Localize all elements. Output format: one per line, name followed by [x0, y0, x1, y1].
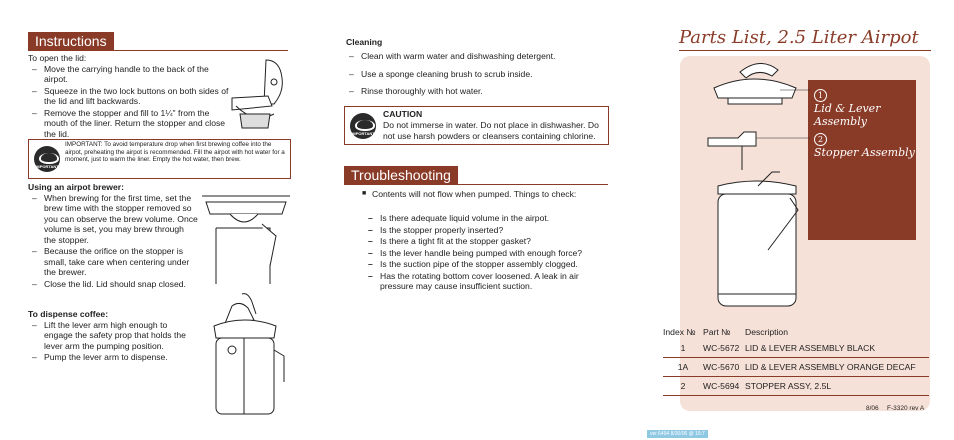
cleaning-step: – Clean with warm water and dishwashing detergent.	[349, 51, 609, 62]
brewer-step: – Close the lid. Lid should snap closed.	[32, 279, 198, 290]
parts-table	[663, 325, 929, 396]
airpot-open-lid-illustration	[226, 54, 292, 132]
footer-code: F-3320 rev A	[887, 405, 925, 412]
instructions-rule	[28, 50, 288, 51]
caution-text: Do not immerse in water. Do not place in dishwasher. Do not use harsh powders or cleansers containing chlorine.	[383, 120, 599, 141]
callout-number: 1	[814, 89, 827, 102]
caution-box	[344, 106, 609, 145]
caution-icon: IMPORTANT	[350, 113, 376, 139]
cleaning-title: Cleaning	[346, 37, 383, 47]
troubleshooting-header: Troubleshooting	[344, 166, 458, 184]
cleaning-step: – Use a sponge cleaning brush to scrub inside.	[349, 69, 609, 80]
row-index: 1	[663, 339, 703, 358]
col-description: Description	[745, 327, 788, 337]
trouble-item: – Is there adequate liquid volume in the airpot.	[368, 213, 604, 224]
open-lid-steps	[32, 64, 233, 140]
parts-list-title: Parts List, 2.5 Liter Airpot	[679, 27, 919, 48]
row-part: WC-5672	[703, 339, 745, 358]
cleaning-section	[349, 51, 609, 98]
row-desc: STOPPER ASSY, 2.5L	[745, 377, 929, 396]
brewer-title: Using an airpot brewer:	[28, 182, 124, 192]
table-row	[663, 339, 929, 358]
table-row	[663, 377, 929, 396]
trouble-item: – Is the stopper properly inserted?	[368, 225, 604, 236]
dispense-step: – Lift the lever arm high enough to engage the safety prop that holds the lever arm the pumping position.	[32, 320, 194, 352]
callout-card	[808, 80, 916, 240]
trouble-item: – Is there a tight fit at the stopper gasket?	[368, 236, 604, 247]
trouble-item: – Is the suction pipe of the stopper assembly clogged.	[368, 259, 604, 270]
trouble-list-wrap	[368, 213, 604, 293]
dispense-step: – Pump the lever arm to dispense.	[32, 352, 194, 363]
airpot-brewer-illustration	[202, 194, 292, 286]
open-lid-section	[28, 53, 233, 140]
parts-title-rule	[679, 50, 931, 51]
row-desc: LID & LEVER ASSEMBLY BLACK	[745, 339, 929, 358]
troubleshooting-rule	[344, 184, 608, 185]
print-tag: ver.6494 8/30/06 @ 15:7	[647, 430, 708, 438]
row-part: WC-5670	[703, 358, 745, 377]
cleaning-step: – Rinse thoroughly with hot water.	[349, 86, 609, 97]
brewer-section	[28, 182, 198, 290]
col-part: Part №	[703, 327, 731, 337]
open-lid-title: To open the lid:	[28, 53, 87, 63]
trouble-item: – Has the rotating bottom cover loosened. A leak in air pressure may cause insufficient suction.	[368, 271, 604, 292]
brewer-step: – Because the orifice on the stopper is small, take care when centering under the brewer.	[32, 246, 198, 278]
instructions-header: Instructions	[28, 32, 114, 50]
dispense-section	[28, 309, 194, 364]
row-index: 1A	[663, 358, 703, 377]
col-index: Index №	[663, 327, 696, 337]
caution-title: CAUTION	[383, 109, 423, 119]
callout-1-label: Lid & Lever Assembly	[814, 102, 881, 128]
brewer-step: – When brewing for the first time, set the brew time with the stopper removed so you can observe the brew volume. Once volume is set, you may brew through the stopper.	[32, 193, 198, 246]
important-icon: IMPORTANT	[34, 146, 60, 172]
important-box	[28, 139, 291, 179]
callout-2-label: Stopper Assembly	[814, 146, 915, 159]
cleaning-steps	[349, 51, 609, 97]
trouble-intro: ■ Contents will not flow when pumped. Things to check:	[362, 189, 577, 199]
dispense-steps	[32, 320, 194, 363]
callout-number: 2	[814, 133, 827, 146]
open-step: – Squeeze in the two lock buttons on both sides of the lid and lift backwards.	[32, 86, 233, 107]
trouble-list	[368, 213, 604, 292]
trouble-item: – Is the lever handle being pumped with enough force?	[368, 248, 604, 259]
open-step: – Move the carrying handle to the back of the airpot.	[32, 64, 233, 85]
important-text: IMPORTANT: To avoid temperature drop when first brewing coffee into the airpot, preheating the airpot is recommended. Fill the airpot with hot water for a moment, just to warm the liner. Empty the hot water, then brew.	[65, 141, 285, 164]
row-part: WC-5694	[703, 377, 745, 396]
parts-table-header	[663, 325, 929, 339]
dispense-title: To dispense coffee:	[28, 309, 109, 319]
row-index: 2	[663, 377, 703, 396]
brewer-steps	[32, 193, 198, 290]
open-step: – Remove the stopper and fill to 1¼" from the mouth of the liner. Return the stopper and close the lid.	[32, 108, 233, 140]
table-row	[663, 358, 929, 377]
row-desc: LID & LEVER ASSEMBLY ORANGE DECAF	[745, 358, 929, 377]
airpot-parts-illustration	[700, 58, 820, 318]
airpot-dispense-illustration	[208, 290, 290, 426]
footer-date: 8/06	[866, 405, 879, 412]
